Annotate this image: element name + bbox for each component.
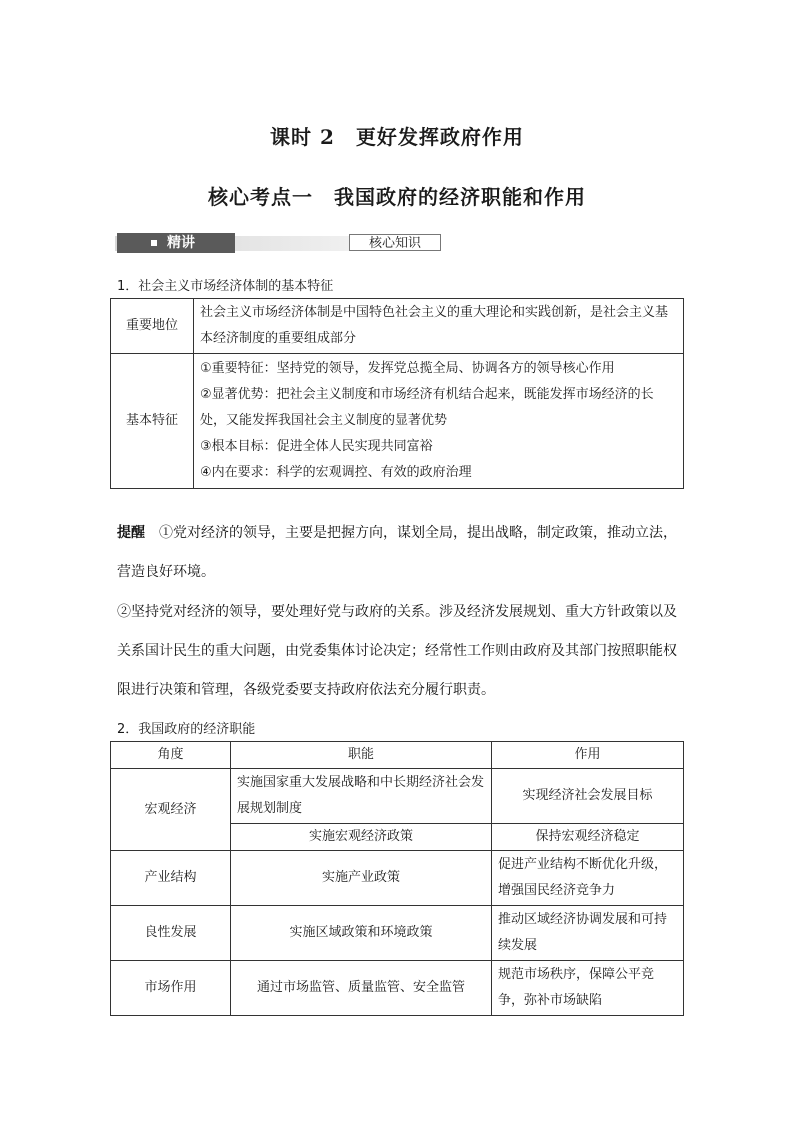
function-cell: 通过市场监管、质量监管、安全监管: [231, 961, 492, 1016]
row-content: [194, 354, 684, 489]
row-label: 重要地位: [111, 299, 194, 354]
table-row: [111, 906, 684, 961]
function-cell: 实施产业政策: [231, 851, 492, 906]
table-header-row: [111, 742, 684, 769]
column-header: 职能: [231, 742, 492, 769]
table-row: [111, 851, 684, 906]
page-title: 课时 2 更好发挥政府作用: [270, 125, 524, 149]
feature-line: ①重要特征：坚持党的领导，发挥党总揽全局、协调各方的领导核心作用: [200, 361, 615, 376]
reminder-para1: [117, 514, 687, 592]
section-title: 核心考点一 我国政府的经济职能和作用: [208, 185, 586, 209]
effect-cell: 规范市场秩序，保障公平竞争，弥补市场缺陷: [492, 961, 684, 1016]
angle-cell: 宏观经济: [111, 769, 231, 851]
effect-cell: 促进产业结构不断优化升级，增强国民经济竞争力: [492, 851, 684, 906]
function-cell: 实施区域政策和环境政策: [231, 906, 492, 961]
table-row: [111, 354, 684, 489]
row-content: 社会主义市场经济体制是中国特色社会主义的重大理论和实践创新，是社会主义基本经济制度的重要组成部分: [194, 299, 684, 354]
feature-line: ②显著优势：把社会主义制度和市场经济有机结合起来，既能发挥市场经济的长处，又能发挥我国社会主义制度的显著优势: [200, 387, 654, 428]
economic-functions-table: [110, 741, 684, 1016]
effect-cell: 保持宏观经济稳定: [492, 824, 684, 851]
banner-tag: 核心知识: [349, 234, 441, 251]
angle-cell: 良性发展: [111, 906, 231, 961]
effect-cell: 推动区域经济协调发展和可持续发展: [492, 906, 684, 961]
square-bullet-icon: [151, 240, 157, 246]
table-row: [111, 769, 684, 824]
banner-label: 精讲: [167, 235, 195, 251]
function-cell: 实施国家重大发展战略和中长期经济社会发展规划制度: [231, 769, 492, 824]
reminder-label: 提醒: [117, 525, 145, 541]
function-cell: 实施宏观经济政策: [231, 824, 492, 851]
table-row: [111, 299, 684, 354]
angle-cell: 产业结构: [111, 851, 231, 906]
basic-features-table: [110, 298, 684, 489]
row-label: 基本特征: [111, 354, 194, 489]
part2-heading: 2．我国政府的经济职能: [117, 722, 256, 737]
angle-cell: 市场作用: [111, 961, 231, 1016]
reminder-para2: ②坚持党对经济的领导，要处理好党与政府的关系。涉及经济发展规划、重大方针政策以及关系国计民生的重大问题，由党委集体讨论决定；经常性工作则由政府及其部门按照职能权限进行决策和管理，各级党委要支持政府依法充分履行职责。: [117, 604, 677, 698]
part1-heading: 1．社会主义市场经济体制的基本特征: [117, 279, 334, 294]
reminder-text-1: ①党对经济的领导，主要是把握方向，谋划全局，提出战略，制定政策，推动立法，营造良好环境。: [117, 525, 677, 580]
feature-line: ④内在要求：科学的宏观调控、有效的政府治理: [200, 465, 472, 480]
effect-cell: 实现经济社会发展目标: [492, 769, 684, 824]
section-banner: [115, 232, 431, 254]
column-header: 作用: [492, 742, 684, 769]
feature-line: ③根本目标：促进全体人民实现共同富裕: [200, 439, 433, 454]
table-row: [111, 961, 684, 1016]
banner-label-box: [117, 233, 235, 253]
column-header: 角度: [111, 742, 231, 769]
